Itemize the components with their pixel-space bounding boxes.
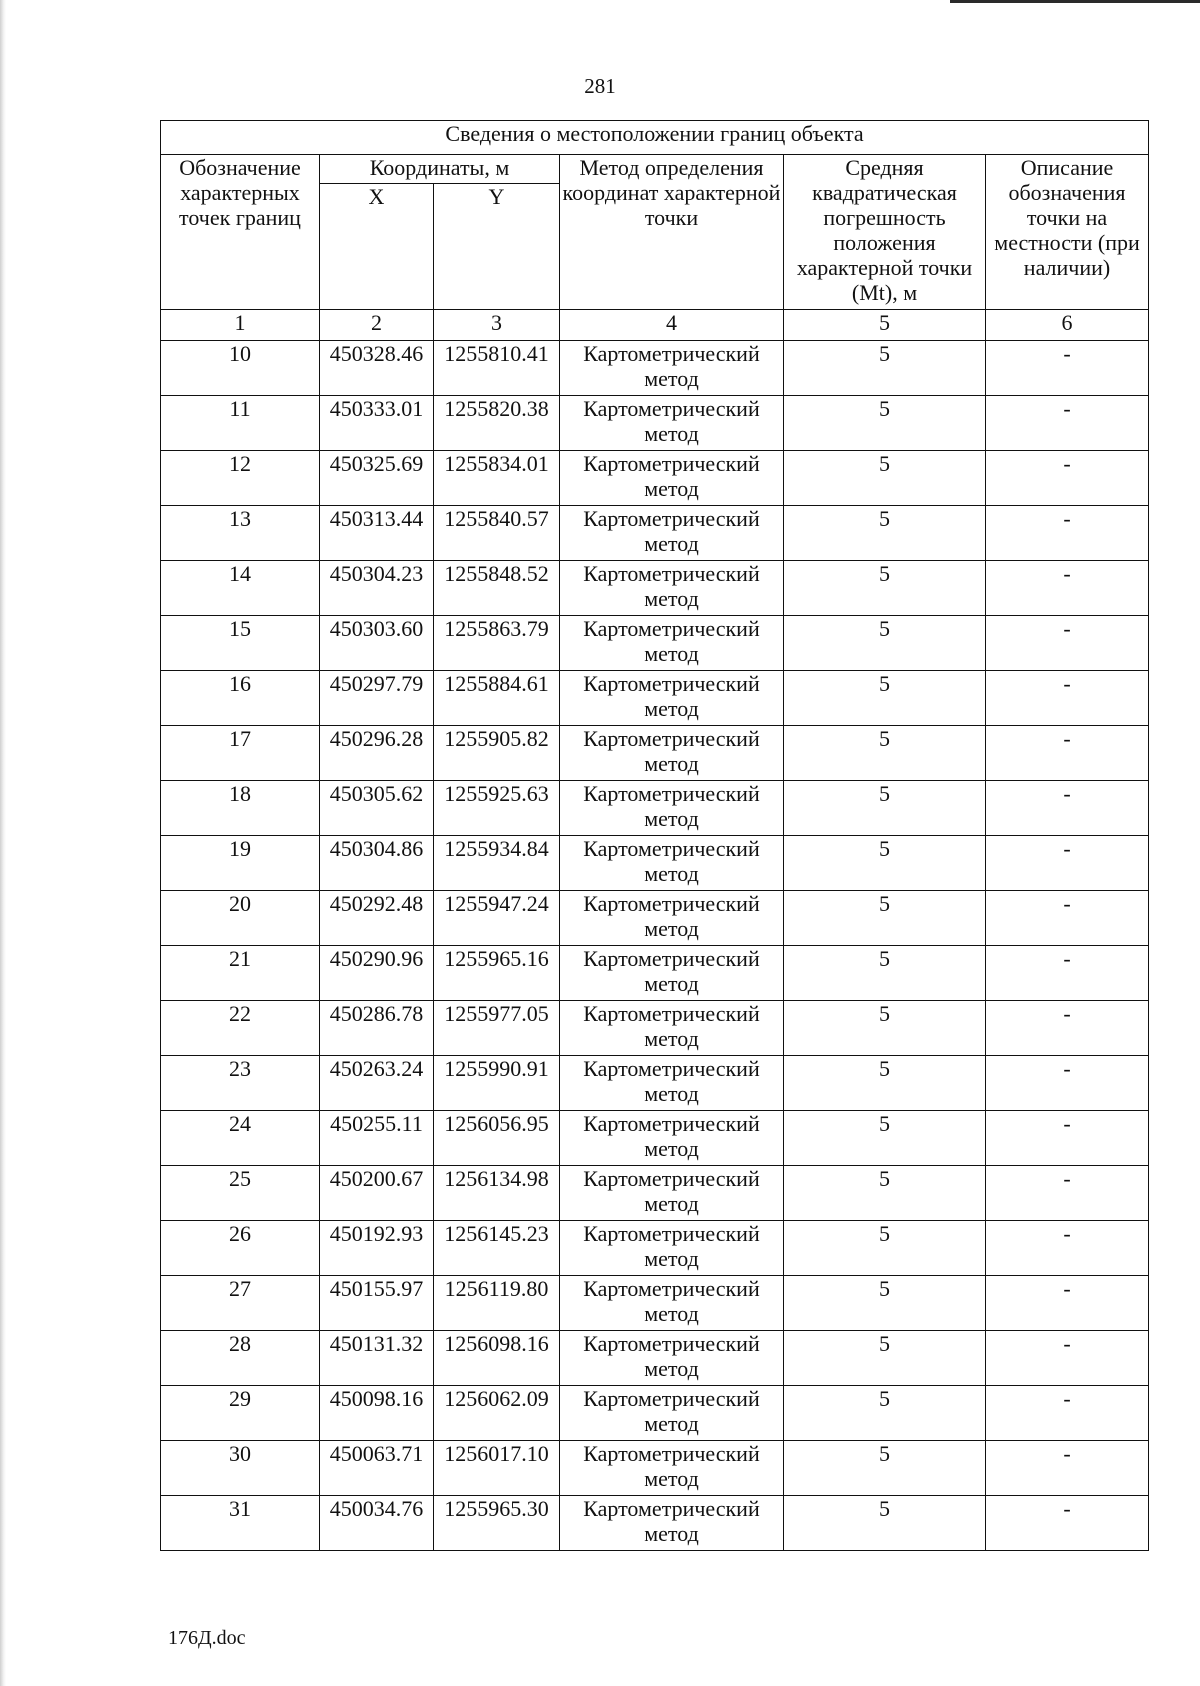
cell-x: 450192.93 [320, 1221, 434, 1276]
cell-point: 26 [161, 1221, 320, 1276]
cell-method: Картометрический метод [560, 891, 784, 946]
cell-point: 16 [161, 671, 320, 726]
cell-error: 5 [784, 616, 986, 671]
column-number: 5 [784, 310, 986, 341]
cell-y: 1256134.98 [434, 1166, 560, 1221]
cell-error: 5 [784, 561, 986, 616]
cell-method: Картометрический метод [560, 671, 784, 726]
cell-y: 1255977.05 [434, 1001, 560, 1056]
cell-y: 1256098.16 [434, 1331, 560, 1386]
cell-method: Картометрический метод [560, 506, 784, 561]
cell-description: - [986, 671, 1149, 726]
scan-edge-left [0, 0, 6, 1686]
cell-point: 19 [161, 836, 320, 891]
cell-error: 5 [784, 1496, 986, 1551]
cell-error: 5 [784, 506, 986, 561]
cell-x: 450296.28 [320, 726, 434, 781]
cell-point: 22 [161, 1001, 320, 1056]
cell-error: 5 [784, 1056, 986, 1111]
cell-description: - [986, 451, 1149, 506]
cell-y: 1255863.79 [434, 616, 560, 671]
cell-y: 1256145.23 [434, 1221, 560, 1276]
cell-point: 23 [161, 1056, 320, 1111]
cell-x: 450131.32 [320, 1331, 434, 1386]
cell-x: 450303.60 [320, 616, 434, 671]
cell-point: 30 [161, 1441, 320, 1496]
cell-x: 450098.16 [320, 1386, 434, 1441]
cell-description: - [986, 1441, 1149, 1496]
cell-point: 12 [161, 451, 320, 506]
scan-edge-top [950, 0, 1200, 3]
cell-x: 450255.11 [320, 1111, 434, 1166]
cell-method: Картометрический метод [560, 946, 784, 1001]
cell-y: 1255934.84 [434, 836, 560, 891]
cell-description: - [986, 1166, 1149, 1221]
cell-x: 450328.46 [320, 341, 434, 396]
page-number: 281 [584, 74, 616, 98]
cell-description: - [986, 836, 1149, 891]
cell-y: 1255848.52 [434, 561, 560, 616]
table-row [161, 891, 1149, 946]
table-body [161, 341, 1149, 1551]
cell-x: 450290.96 [320, 946, 434, 1001]
cell-point: 10 [161, 341, 320, 396]
cell-error: 5 [784, 836, 986, 891]
cell-y: 1255925.63 [434, 781, 560, 836]
cell-y: 1255947.24 [434, 891, 560, 946]
cell-y: 1255810.41 [434, 341, 560, 396]
table-row [161, 1496, 1149, 1551]
table-row [161, 341, 1149, 396]
cell-y: 1256062.09 [434, 1386, 560, 1441]
table-row [161, 396, 1149, 451]
table-row [161, 1441, 1149, 1496]
cell-description: - [986, 561, 1149, 616]
cell-description: - [986, 396, 1149, 451]
cell-x: 450286.78 [320, 1001, 434, 1056]
table-row [161, 1166, 1149, 1221]
table-row [161, 1001, 1149, 1056]
cell-x: 450034.76 [320, 1496, 434, 1551]
cell-method: Картометрический метод [560, 451, 784, 506]
cell-description: - [986, 1496, 1149, 1551]
cell-y: 1255990.91 [434, 1056, 560, 1111]
cell-y: 1256119.80 [434, 1276, 560, 1331]
cell-method: Картометрический метод [560, 1001, 784, 1056]
cell-error: 5 [784, 1221, 986, 1276]
cell-method: Картометрический метод [560, 1386, 784, 1441]
table-row [161, 1276, 1149, 1331]
cell-x: 450063.71 [320, 1441, 434, 1496]
cell-description: - [986, 616, 1149, 671]
cell-point: 25 [161, 1166, 320, 1221]
header-y: Y [434, 184, 560, 310]
cell-method: Картометрический метод [560, 836, 784, 891]
cell-error: 5 [784, 1441, 986, 1496]
table-row [161, 1331, 1149, 1386]
cell-description: - [986, 1111, 1149, 1166]
column-number: 6 [986, 310, 1149, 341]
cell-method: Картометрический метод [560, 341, 784, 396]
cell-y: 1255905.82 [434, 726, 560, 781]
cell-description: - [986, 506, 1149, 561]
cell-description: - [986, 1386, 1149, 1441]
cell-y: 1255820.38 [434, 396, 560, 451]
cell-x: 450155.97 [320, 1276, 434, 1331]
header-description: Описание обозначения точки на местности (при наличии) [986, 155, 1149, 310]
cell-description: - [986, 1331, 1149, 1386]
cell-x: 450263.24 [320, 1056, 434, 1111]
cell-x: 450292.48 [320, 891, 434, 946]
cell-point: 18 [161, 781, 320, 836]
cell-method: Картометрический метод [560, 616, 784, 671]
table-row [161, 1386, 1149, 1441]
cell-x: 450333.01 [320, 396, 434, 451]
cell-error: 5 [784, 726, 986, 781]
cell-point: 28 [161, 1331, 320, 1386]
cell-error: 5 [784, 1276, 986, 1331]
column-number: 4 [560, 310, 784, 341]
cell-error: 5 [784, 341, 986, 396]
cell-method: Картометрический метод [560, 1496, 784, 1551]
cell-error: 5 [784, 671, 986, 726]
table-row [161, 1111, 1149, 1166]
cell-x: 450297.79 [320, 671, 434, 726]
column-number: 1 [161, 310, 320, 341]
cell-x: 450325.69 [320, 451, 434, 506]
column-number: 3 [434, 310, 560, 341]
boundary-coordinates-table [160, 120, 1149, 1551]
cell-method: Картометрический метод [560, 1331, 784, 1386]
table-row [161, 726, 1149, 781]
cell-x: 450305.62 [320, 781, 434, 836]
cell-method: Картометрический метод [560, 1221, 784, 1276]
cell-x: 450200.67 [320, 1166, 434, 1221]
cell-error: 5 [784, 396, 986, 451]
table-row [161, 561, 1149, 616]
cell-point: 20 [161, 891, 320, 946]
cell-error: 5 [784, 451, 986, 506]
cell-description: - [986, 1221, 1149, 1276]
cell-point: 13 [161, 506, 320, 561]
cell-description: - [986, 946, 1149, 1001]
cell-x: 450304.86 [320, 836, 434, 891]
table-title: Сведения о местоположении границ объекта [161, 121, 1149, 155]
header-method: Метод определения координат характерной точки [560, 155, 784, 310]
cell-x: 450313.44 [320, 506, 434, 561]
cell-description: - [986, 341, 1149, 396]
cell-method: Картометрический метод [560, 1276, 784, 1331]
cell-y: 1255840.57 [434, 506, 560, 561]
cell-description: - [986, 726, 1149, 781]
column-number-row [161, 310, 1149, 341]
footer-document-name: 176Д.doc [168, 1627, 246, 1649]
cell-description: - [986, 1276, 1149, 1331]
cell-method: Картометрический метод [560, 561, 784, 616]
cell-error: 5 [784, 946, 986, 1001]
table-row [161, 1056, 1149, 1111]
cell-method: Картометрический метод [560, 1111, 784, 1166]
cell-method: Картометрический метод [560, 1056, 784, 1111]
cell-point: 29 [161, 1386, 320, 1441]
cell-y: 1255884.61 [434, 671, 560, 726]
cell-error: 5 [784, 1331, 986, 1386]
cell-error: 5 [784, 781, 986, 836]
cell-error: 5 [784, 1111, 986, 1166]
table-row [161, 616, 1149, 671]
cell-point: 17 [161, 726, 320, 781]
cell-description: - [986, 891, 1149, 946]
cell-description: - [986, 1001, 1149, 1056]
cell-method: Картометрический метод [560, 1441, 784, 1496]
cell-point: 31 [161, 1496, 320, 1551]
cell-method: Картометрический метод [560, 396, 784, 451]
cell-point: 11 [161, 396, 320, 451]
cell-y: 1255834.01 [434, 451, 560, 506]
cell-method: Картометрический метод [560, 781, 784, 836]
cell-y: 1255965.16 [434, 946, 560, 1001]
header-point: Обозначение характерных точек границ [161, 155, 320, 310]
cell-error: 5 [784, 1166, 986, 1221]
cell-method: Картометрический метод [560, 1166, 784, 1221]
table-row [161, 836, 1149, 891]
header-x: X [320, 184, 434, 310]
table-row [161, 781, 1149, 836]
cell-error: 5 [784, 1386, 986, 1441]
cell-x: 450304.23 [320, 561, 434, 616]
cell-description: - [986, 781, 1149, 836]
table-row [161, 1221, 1149, 1276]
cell-point: 14 [161, 561, 320, 616]
cell-point: 21 [161, 946, 320, 1001]
cell-method: Картометрический метод [560, 726, 784, 781]
table-row [161, 946, 1149, 1001]
cell-point: 24 [161, 1111, 320, 1166]
header-error: Средняя квадратическая погрешность положения характерной точки (Mt), м [784, 155, 986, 310]
header-coordinates: Координаты, м [320, 155, 560, 184]
cell-error: 5 [784, 891, 986, 946]
cell-y: 1255965.30 [434, 1496, 560, 1551]
cell-description: - [986, 1056, 1149, 1111]
table-row [161, 671, 1149, 726]
cell-point: 27 [161, 1276, 320, 1331]
cell-y: 1256017.10 [434, 1441, 560, 1496]
table-row [161, 451, 1149, 506]
cell-error: 5 [784, 1001, 986, 1056]
cell-point: 15 [161, 616, 320, 671]
table-row [161, 506, 1149, 561]
cell-y: 1256056.95 [434, 1111, 560, 1166]
column-number: 2 [320, 310, 434, 341]
